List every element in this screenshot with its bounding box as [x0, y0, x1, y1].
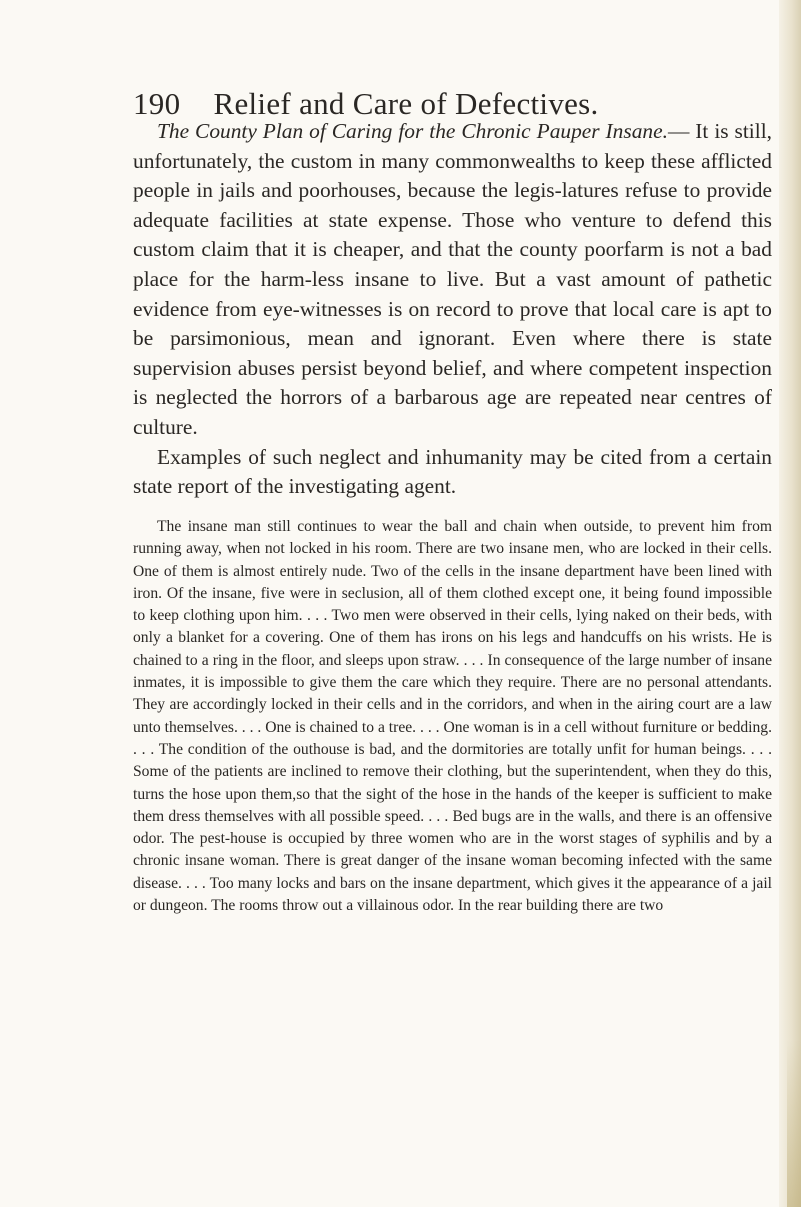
page-number: 190 — [133, 86, 181, 121]
section-heading: The County Plan of Caring for the Chronic Pauper Insane. — [157, 119, 668, 143]
paragraph: Examples of such neglect and inhumanity may be cited from a certain state report of the investigating agent. — [133, 444, 772, 499]
paragraph-text: — It is still, unfortunately, the custom in many commonwealths to keep these afflicted people in jails and poorhouses, because the legis-latures refuse to provide adequate facilities at state expense. Those who venture to defend this custom claim that it is cheaper, and that the county poorfarm is not a bad place for the harm-less insane to live. But a vast amount of pathetic evidence from eye-witnesses is on record to prove that local care is apt to be parsimonious, mean and ignorant. Even where there is state supervision abuses persist beyond belief, and where competent inspection is neglected the horrors of a barbarous age are repeated near centres of culture. — [133, 119, 772, 439]
body-text — [133, 117, 772, 502]
block-quotation — [133, 516, 772, 917]
paragraph — [133, 117, 772, 443]
quotation-text: The insane man still continues to wear the ball and chain when outside, to prevent him from running away, when not locked in his room. There are two insane men, who are locked in their cells. One of them is almost entirely nude. Two of the cells in the insane department have been lined with iron. Of the insane, five were in seclusion, all of them clothed except one, it being found impossible to keep clothing upon him. . . . Two men were observed in their cells, lying naked on their beds, with only a blanket for a covering. One of them has irons on his legs and handcuffs on his wrists. He is chained to a ring in the floor, and sleeps upon straw. . . . In consequence of the large number of insane inmates, it is impossible to give them the care which they require. There are no personal attendants. They are accordingly locked in their cells and in the corridors, and when in the airing court are a law unto themselves. . . . One is chained to a tree. . . . One woman is in a cell without furniture or bedding. . . . The condition of the outhouse is bad, and the dormitories are totally unfit for human beings. . . . Some of the patients are inclined to remove their clothing, but the superintendent, when they do this, turns the hose upon them,so that the sight of the hose in the hands of the keeper is sufficient to make them dress themselves with all possible speed. . . . Bed bugs are in the walls, and there is an offensive odor. The pest-house is occupied by three women who are in the worst stages of syphilis and by a chronic insane woman. There is great danger of the insane woman becoming infected with the same disease. . . . Too many locks and bars on the insane department, which gives it the appearance of a jail or dungeon. The rooms throw out a villainous odor. In the rear building there are two — [133, 518, 772, 915]
running-title: Relief and Care of Defectives. — [213, 86, 599, 121]
page-edge — [779, 0, 801, 1207]
